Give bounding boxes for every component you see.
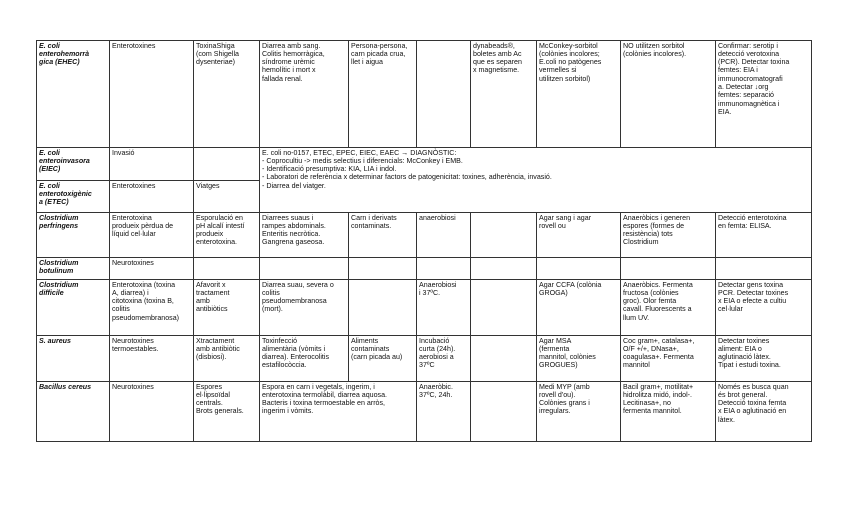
special-cell — [471, 382, 537, 442]
mechanism-cell — [194, 148, 260, 181]
factor-cell: Enterotoxina produeix pèrdua de líquid cel·lular — [110, 213, 194, 258]
confirmation-cell: Confirmar: serotip i detecció verotoxina (PCR). Detectar toxina femtes: EIA i immunocromatografi a. Detectar ↓org femtes: separació immunomagnètica i EIA. — [716, 41, 812, 148]
diagnostic-line: - Laboratori de referència x determinar factors de patogenicitat: toxines, adherència, invasió. — [262, 173, 552, 182]
identification-cell: Bacil gram+, motilitat+ hidrolitza midó, indol-. Lecitinasa+, no fermenta mannitol. — [621, 382, 716, 442]
organism-cell: Clostridium botulinum — [37, 258, 110, 280]
table-row — [37, 336, 812, 382]
other-cell: Anaeròbic. 37ºC, 24h. — [417, 382, 471, 442]
identification-cell: Anaeròbics i generen espores (formes de resistència) tots Clostridium — [621, 213, 716, 258]
other-cell: anaerobiosi — [417, 213, 471, 258]
mechanism-cell: Viatges — [194, 181, 260, 213]
factor-cell: Neurotoxines — [110, 382, 194, 442]
table-row — [37, 213, 812, 258]
medium-cell: Agar CCFA (colònia GROGA) — [537, 280, 621, 336]
identification-cell: Coc gram+, catalasa+, O/F +/+, DNasa+, coagulasa+. Fermenta mannitol — [621, 336, 716, 382]
confirmation-cell: Detectar gens toxina PCR. Detectar toxines x EIA o efecte a cultiu cel·lular — [716, 280, 812, 336]
diagnostic-line: - Identificació presumptiva: KIA, LIA i indol. — [262, 165, 397, 174]
transmission-cell: Aliments contaminats (carn picada au) — [349, 336, 417, 382]
confirmation-cell: Només es busca quan és brot general. Detecció toxina femta x EIA o aglutinació en làtex. — [716, 382, 812, 442]
factor-cell: Enterotoxines — [110, 181, 194, 213]
identification-cell: Anaeròbics. Fermenta fructosa (colònies groc). Olor femta cavall. Fluorescents a llum UV. — [621, 280, 716, 336]
special-cell — [471, 336, 537, 382]
confirmation-cell: Detecció enterotoxina en femta: ELISA. — [716, 213, 812, 258]
table-row — [37, 41, 812, 148]
transmission-cell: Persona-persona, carn picada crua, llet i aigua — [349, 41, 417, 148]
clinic-cell: Diarrea amb sang. Colitis hemorràgica, síndrome urèmic hemolític i mort x fallada renal. — [260, 41, 349, 148]
pathogen-table — [36, 40, 812, 442]
other-cell: Anaerobiosi i 37ºC. — [417, 280, 471, 336]
organism-cell: Clostridium difficile — [37, 280, 110, 336]
clinic-cell: Toxinfecció alimentària (vòmits i diarrea). Enterocolitis estafilocòccia. — [260, 336, 349, 382]
medium-cell: McConkey-sorbitol (colònies incolores; E.coli no patògenes vermelles si utilitzen sorbitol) — [537, 41, 621, 148]
transmission-cell: Carn i derivats contaminats. — [349, 213, 417, 258]
table-row — [37, 258, 812, 280]
diagnostic-line: - Diarrea del viatger. — [262, 181, 326, 190]
clinic-cell: Diarrea suau, severa o colitis pseudomembranosa (mort). — [260, 280, 349, 336]
table-row — [37, 148, 812, 181]
special-cell — [471, 280, 537, 336]
mechanism-cell: Xtractament amb antibiòtic (disbiosi). — [194, 336, 260, 382]
special-cell: dynabeads®, boletes amb Ac que es separen x magnetisme. — [471, 41, 537, 148]
organism-cell: Clostridium perfringens — [37, 213, 110, 258]
clinic-cell: Espora en carn i vegetals, ingerim, i enterotoxina termolàbil, diarrea aquosa. Bacteris i toxina termoestable en arròs, ingerim i vòmits. — [260, 382, 417, 442]
confirmation-cell: Detectar toxines aliment: EIA o aglutinació làtex. Tipat i estudi toxina. — [716, 336, 812, 382]
organism-cell: Bacillus cereus — [37, 382, 110, 442]
organism-cell: E. coli enterotoxigènic a (ETEC) — [37, 181, 110, 213]
mechanism-cell: Afavorit x tractament amb antibiòtics — [194, 280, 260, 336]
identification-cell: NO utilitzen sorbitol (colònies incolores). — [621, 41, 716, 148]
organism-cell: E. coli enterohemorrà gica (EHEC) — [37, 41, 110, 148]
special-cell — [471, 213, 537, 258]
diagnostic-line: - Coprocultiu -> medis selectius i diferencials: McConkey i EMB. — [262, 156, 463, 165]
other-cell — [417, 41, 471, 148]
factor-cell: Enterotoxines — [110, 41, 194, 148]
factor-cell: Enterotoxina (toxina A, diarrea) i citotoxina (toxina B, colitis pseudomembranosa) — [110, 280, 194, 336]
factor-cell: Invasió — [110, 148, 194, 181]
clinic-cell: Diarrees suaus i rampes abdominals. Enteritis necròtica. Gangrena gaseosa. — [260, 213, 349, 258]
table-row — [37, 280, 812, 336]
other-cell: Incubació curta (24h). aerobiosi a 37ºC — [417, 336, 471, 382]
diagnostic-line: E. coli no-0157, ETEC, EPEC, EIEC, EAEC → DIAGNÒSTIC: — [262, 148, 457, 157]
diagnostic-block — [260, 148, 812, 213]
mechanism-cell: ToxinaShiga (com Shigella dysenteriae) — [194, 41, 260, 148]
mechanism-cell: Esporulació en pH alcalí intestí produeix enterotoxina. — [194, 213, 260, 258]
medium-cell: Agar sang i agar rovell ou — [537, 213, 621, 258]
transmission-cell — [349, 280, 417, 336]
medium-cell: Agar MSA (fermenta mannitol, colònies GROGUES) — [537, 336, 621, 382]
factor-cell: Neurotoxines termoestables. — [110, 336, 194, 382]
factor-cell: Neurotoxines — [110, 258, 194, 280]
organism-cell: S. aureus — [37, 336, 110, 382]
medium-cell: Medi MYP (amb rovell d'ou). Colònies grans i irregulars. — [537, 382, 621, 442]
table-row — [37, 382, 812, 442]
organism-cell: E. coli enteroinvasora (EIEC) — [37, 148, 110, 181]
mechanism-cell: Espores el·lipsoïdal centrals. Brots generals. — [194, 382, 260, 442]
